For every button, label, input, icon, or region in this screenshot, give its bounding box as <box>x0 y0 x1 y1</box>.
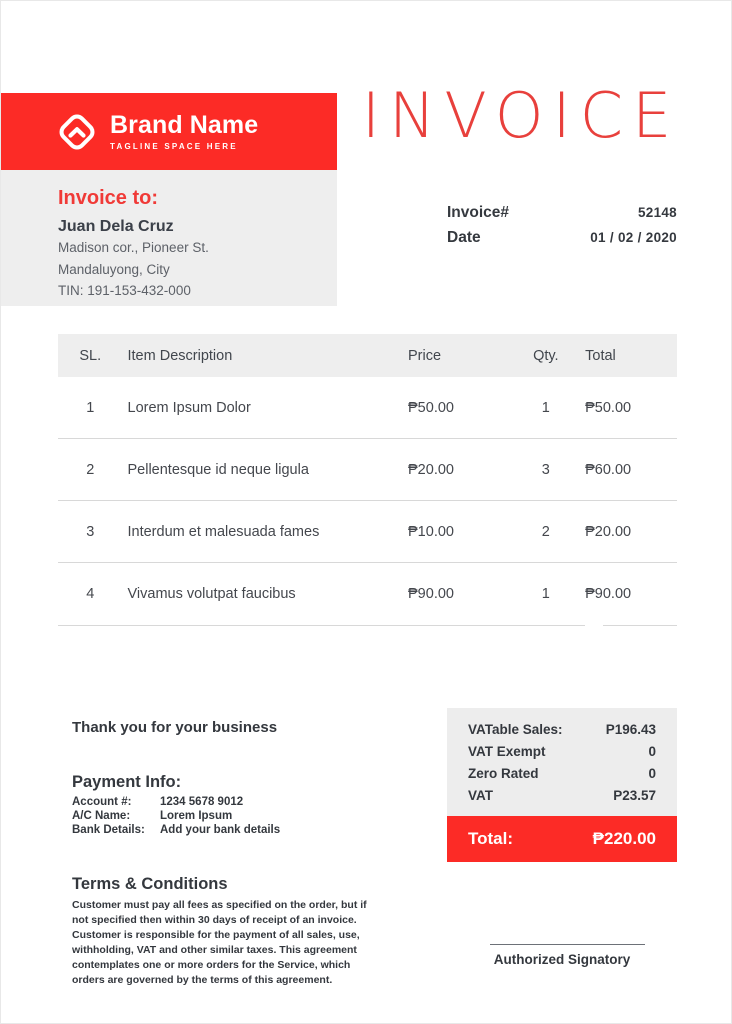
grand-total-bar <box>447 816 677 862</box>
table-rule-right-segment <box>603 625 677 626</box>
cell-price: ₱10.00 <box>408 523 454 540</box>
bill-to-name: Juan Dela Cruz <box>58 218 174 235</box>
summary-value: 0 <box>648 766 656 781</box>
payment-info-key: Bank Details: <box>72 824 145 836</box>
summary-value: P196.43 <box>605 722 656 737</box>
summary-key: VAT <box>468 788 493 803</box>
cell-qty: 2 <box>541 523 550 540</box>
brand-text-group <box>110 112 258 150</box>
invoice-number-row <box>447 204 677 222</box>
summary-key: VAT Exempt <box>468 744 546 759</box>
table-row <box>58 501 677 563</box>
brand-header-band <box>1 93 337 170</box>
cell-description: Interdum et malesuada fames <box>127 523 320 540</box>
cell-total: ₱50.00 <box>585 399 632 416</box>
items-table <box>58 334 677 626</box>
terms-body: Customer must pay all fees as specified on the order, but if not specified then within 30 days of receipt of an invoice. Customer is responsible for the payment of all sales, use, withholding, VAT and other similar taxes. This agreement contemplates one or more orders for the Service, which orders are governed by the terms of this agreement. <box>72 899 367 986</box>
list-item <box>72 824 280 836</box>
table-row <box>58 439 677 501</box>
bill-to-block <box>1 170 337 306</box>
cell-qty: 3 <box>541 461 550 478</box>
cell-description: Lorem Ipsum Dolor <box>127 399 251 416</box>
payment-info-value: Lorem Ipsum <box>160 810 233 822</box>
cell-total: ₱60.00 <box>585 461 632 478</box>
invoice-number-label: Invoice# <box>447 204 510 221</box>
table-row <box>58 377 677 439</box>
payment-info-list <box>72 796 280 838</box>
column-header-qty: Qty. <box>533 347 559 364</box>
cell-sl: 4 <box>86 586 95 602</box>
table-row <box>58 563 677 625</box>
items-table-body <box>58 377 677 625</box>
invoice-meta <box>447 204 677 254</box>
bill-to-title: Invoice to: <box>58 187 159 209</box>
cell-description: Pellentesque id neque ligula <box>127 461 309 478</box>
list-item <box>72 810 280 822</box>
summary-value: 0 <box>648 744 656 759</box>
signature-line <box>490 944 645 945</box>
thank-you-note: Thank you for your business <box>72 719 278 736</box>
list-item <box>72 796 280 808</box>
cell-price: ₱20.00 <box>408 461 454 478</box>
cell-description: Vivamus volutpat faucibus <box>127 586 296 602</box>
payment-info-key: Account #: <box>72 796 132 808</box>
table-rule-left-segment <box>58 625 585 626</box>
cell-sl: 2 <box>86 461 95 478</box>
summary-key: Zero Rated <box>468 766 539 781</box>
cell-total: ₱20.00 <box>585 523 632 540</box>
cell-qty: 1 <box>541 399 550 416</box>
payment-info-value: 1234 5678 9012 <box>160 796 244 808</box>
column-header-price: Price <box>408 347 442 364</box>
cell-price: ₱50.00 <box>408 399 454 416</box>
summary-value: P23.57 <box>613 788 656 803</box>
summary-row <box>468 744 656 759</box>
payment-info-key: A/C Name: <box>72 810 131 822</box>
brand-name: Brand Name <box>110 111 259 140</box>
cell-qty: 1 <box>541 586 550 602</box>
terms-title: Terms & Conditions <box>72 875 228 893</box>
authorized-signatory-label: Authorized Signatory <box>493 952 631 967</box>
diamond-chevron-logo-icon <box>55 110 99 154</box>
totals-summary <box>447 708 677 862</box>
payment-info-value: Add your bank details <box>160 824 281 836</box>
invoice-date-row <box>447 229 677 247</box>
cell-sl: 1 <box>86 399 95 416</box>
bill-to-tin: TIN: 191-153-432-000 <box>58 283 191 299</box>
invoice-date-value: 01 / 02 / 2020 <box>590 230 677 245</box>
cell-total: ₱90.00 <box>585 586 632 602</box>
items-table-bottom-rule <box>58 625 677 626</box>
items-table-header <box>58 334 677 377</box>
summary-row <box>468 788 656 803</box>
column-header-sl: SL. <box>79 347 102 364</box>
totals-breakdown <box>447 708 677 816</box>
summary-row <box>468 766 656 781</box>
summary-row <box>468 722 656 737</box>
invoice-number-value: 52148 <box>637 205 677 220</box>
brand-tagline: TAGLINE SPACE HERE <box>110 141 238 151</box>
cell-price: ₱90.00 <box>408 586 454 602</box>
bill-to-address-line-1: Madison cor., Pioneer St. <box>58 240 209 256</box>
grand-total-label: Total: <box>468 829 514 848</box>
grand-total-value: ₱220.00 <box>592 829 656 848</box>
summary-key: VATable Sales: <box>468 722 563 737</box>
bill-to-address-line-2: Mandaluyong, City <box>58 261 170 277</box>
column-header-description: Item Description <box>127 347 233 364</box>
cell-sl: 3 <box>86 523 95 540</box>
column-header-total: Total <box>585 347 616 364</box>
page-title: INVOICE <box>361 79 681 152</box>
invoice-date-label: Date <box>447 229 481 246</box>
payment-info-title: Payment Info: <box>72 773 182 791</box>
